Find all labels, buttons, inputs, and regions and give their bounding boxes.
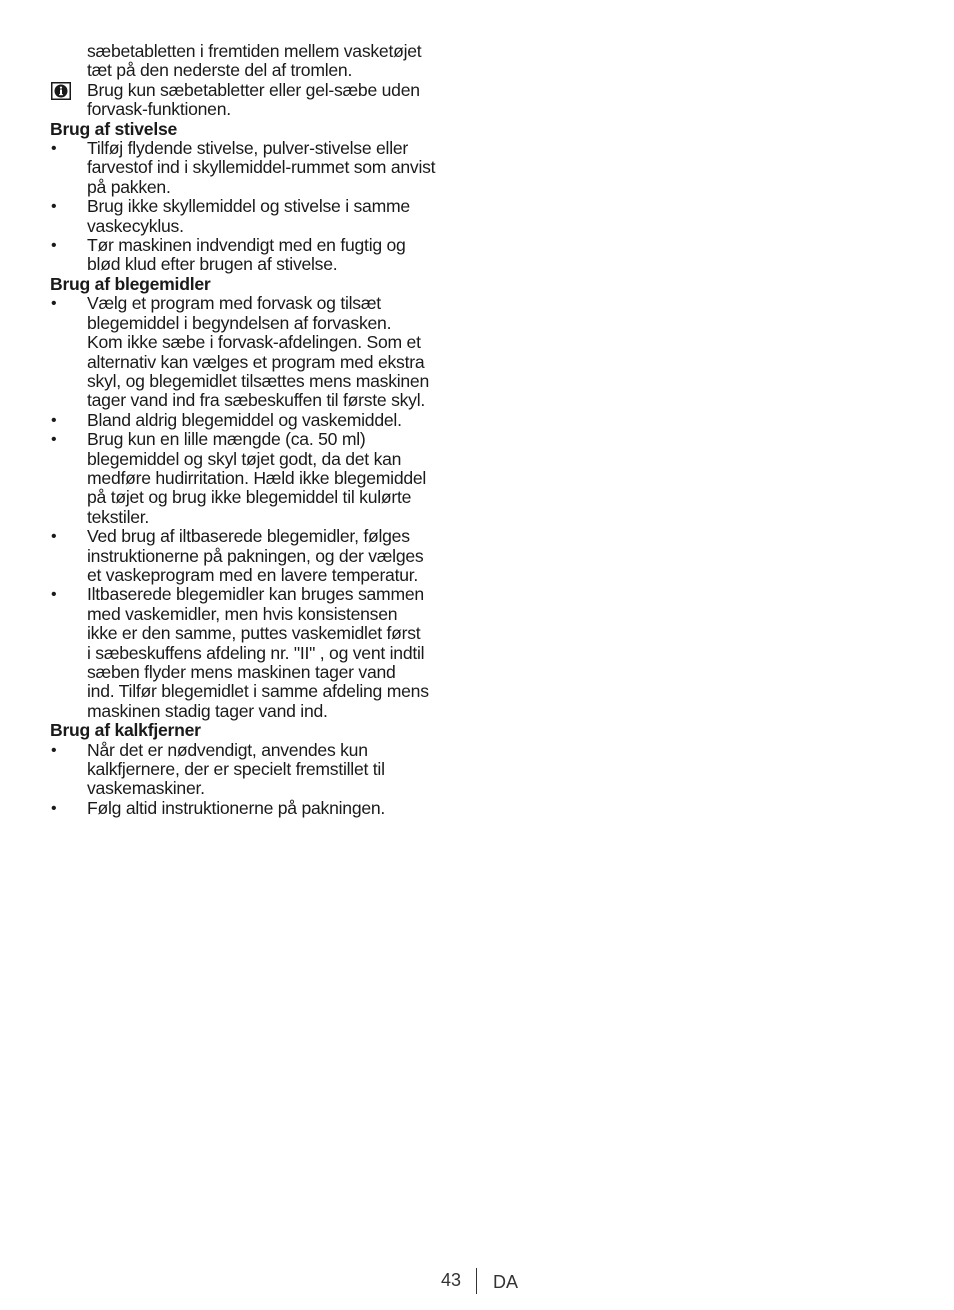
list-item-line: Tilføj flydende stivelse, pulver-stivelse eller [87,138,409,159]
list-item-line: tekstiler. [87,506,150,527]
list-item-line: ikke er den samme, puttes vaskemidlet først [87,623,421,644]
list-item-line: med vaskemidler, men hvis konsistensen [87,603,398,624]
note-line: forvask-funktionen. [87,99,231,120]
list-item-line: Når det er nødvendigt, anvendes kun [87,739,368,760]
list-item [50,294,470,410]
language-code: DA [493,1272,519,1292]
list-item [50,236,470,275]
list-item-line: i sæbeskuffens afdeling nr. "II" , og vent indtil [87,642,425,663]
section-kalkfjerner [50,721,470,818]
list-item-line: Tør maskinen indvendigt med en fugtig og [87,235,406,256]
bullet-marker: • [51,528,57,546]
list-item-line: Ved brug af iltbaserede blegemidler, følges [87,526,410,547]
list-item [50,430,470,527]
list-item-line: medføre hudirritation. Hæld ikke blegemiddel [87,467,427,488]
list-item [50,197,470,236]
list-item-line: på tøjet og brug ikke blegemiddel til kulørte [87,487,412,508]
list-item-line: Vælg et program med forvask og tilsæt [87,293,381,314]
info-icon [51,82,71,100]
page-footer [0,1268,954,1296]
bullet-marker: • [51,237,57,255]
bullet-marker: • [51,741,57,759]
list-item-line: alternativ kan vælges et program med ekstra [87,351,425,372]
intro-line: tæt på den nederste del af tromlen. [87,60,353,81]
list-item [50,139,470,197]
list-item-line: blegemiddel og skyl tøjet godt, da det kan [87,448,402,469]
info-note [50,81,470,120]
bullet-marker: • [51,198,57,216]
bullet-marker: • [51,140,57,158]
list-item-line: Bland aldrig blegemiddel og vaskemiddel. [87,409,402,430]
list-item-line: Følg altid instruktionerne på pakningen. [87,797,386,818]
list-item [50,527,470,585]
list-item-line: Brug ikke skyllemiddel og stivelse i samme [87,196,410,217]
document-column [50,42,470,818]
list-item-line: Brug kun en lille mængde (ca. 50 ml) [87,429,366,450]
footer-divider [476,1268,477,1294]
list-item-line: Iltbaserede blegemidler kan bruges sammen [87,584,424,605]
bullet-marker: • [51,799,57,817]
list-item-line: kalkfjernere, der er specielt fremstillet til [87,759,385,780]
intro-paragraph [50,42,470,81]
list-item-line: ind. Tilfør blegemidlet i samme afdeling mens [87,681,429,702]
list-item-line: blegemiddel i begyndelsen af forvasken. [87,312,392,333]
list-item-line: et vaskeprogram med en lavere temperatur. [87,564,419,585]
bullet-marker: • [51,431,57,449]
list-item-line: maskinen stadig tager vand ind. [87,700,328,721]
list-item [50,799,470,818]
list-item [50,741,470,799]
list-item-line: farvestof ind i skyllemiddel-rummet som anvist [87,157,436,178]
intro-line: sæbetabletten i fremtiden mellem vasketøjet [87,41,422,61]
list-item-line: instruktionerne på pakningen, og der vælges [87,545,424,566]
section-blegemidler [50,275,470,721]
list-item-line: Kom ikke sæbe i forvask-afdelingen. Som et [87,332,421,353]
section-stivelse [50,120,470,275]
section-heading: Brug af kalkfjerner [50,720,201,741]
list-item-line: sæben flyder mens maskinen tager vand [87,662,396,682]
section-heading: Brug af blegemidler [50,273,211,294]
list-item [50,411,470,430]
list-item [50,585,470,721]
section-heading: Brug af stivelse [50,118,178,139]
list-item-line: skyl, og blegemidlet tilsættes mens maskinen [87,370,430,391]
page-number: 43 [441,1270,462,1290]
bullet-marker: • [51,586,57,604]
note-line: Brug kun sæbetabletter eller gel-sæbe uden [87,79,420,100]
list-item-line: vaskecyklus. [87,215,184,236]
bullet-marker: • [51,411,57,429]
list-item-line: blød klud efter brugen af stivelse. [87,254,338,275]
list-item-line: vaskemaskiner. [87,778,205,799]
list-item-line: tager vand ind fra sæbeskuffen til første skyl. [87,390,426,411]
bullet-marker: • [51,295,57,313]
list-item-line: på pakken. [87,176,171,197]
